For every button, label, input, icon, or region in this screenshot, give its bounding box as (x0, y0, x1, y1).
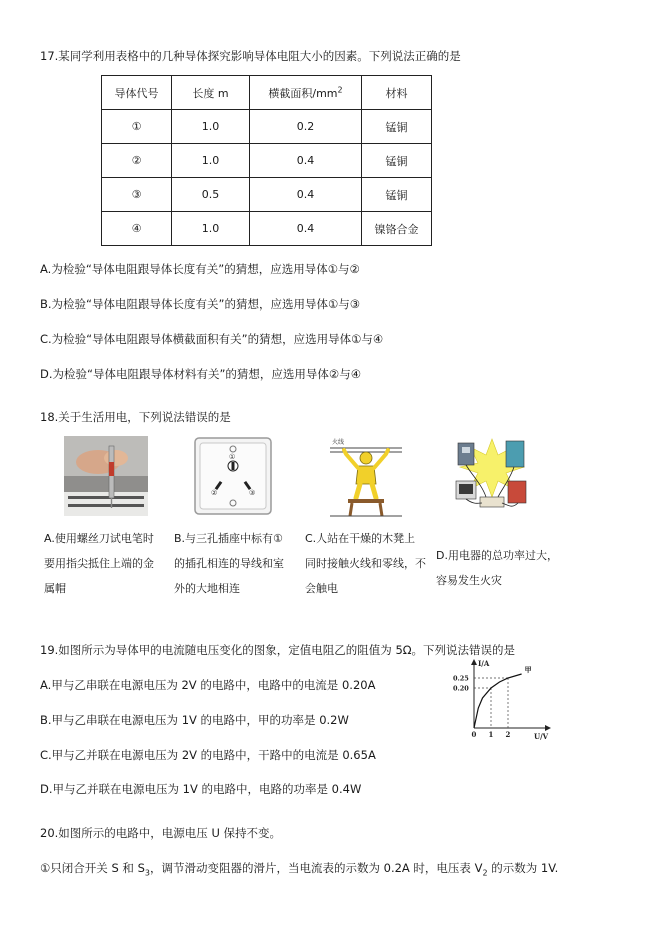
table-header: 导体代号 (102, 76, 172, 110)
q18-caption-d: D.用电器的总功率过大， 容易发生火灾 (436, 549, 558, 587)
table-cell: 0.5 (172, 178, 250, 212)
q18-stem: 18.关于生活用电，下列说法错误的是 (40, 410, 231, 424)
live-wire-label: 火线 (332, 439, 345, 446)
table-cell: 0.4 (250, 212, 362, 246)
q19-option-d: D.甲与乙并联在电源电压为 1V 的电路中，电路的功率是 0.4W (40, 782, 362, 796)
table-cell: 1.0 (172, 144, 250, 178)
table-cell: 锰铜 (362, 178, 432, 212)
table-cell: ② (102, 144, 172, 178)
x-tick-label: 0 (471, 730, 477, 739)
q19-option-a: A.甲与乙串联在电源电压为 2V 的电路中，电路中的电流是 0.20A (40, 678, 376, 692)
series-label: 甲 (524, 666, 532, 674)
test-pen-photo (64, 436, 148, 516)
y-tick-label: 0.20 (453, 684, 469, 693)
q18-caption-c: C.人站在干燥的木凳上 同时接触火线和零线，不 会触电 (305, 532, 426, 595)
table-cell: ③ (102, 178, 172, 212)
table-row (102, 212, 432, 246)
q20-stem: 20.如图所示的电路中，电源电压 U 保持不变。 (40, 826, 282, 840)
q17-option-b: B.为检验“导体电阻跟导体长度有关”的猜想，应选用导体①与③ (40, 297, 361, 311)
q17-stem: 17.某同学利用表格中的几种导体探究影响导体电阻大小的因素。下列说法正确的是 (40, 49, 461, 63)
table-cell: 锰铜 (362, 144, 432, 178)
q17-option-c: C.为检验“导体电阻跟导体横截面积有关”的猜想，应选用导体①与④ (40, 332, 384, 346)
y-axis-label: I/A (478, 659, 490, 668)
table-cell: 0.4 (250, 144, 362, 178)
q19-option-c: C.甲与乙并联在电源电压为 2V 的电路中，干路中的电流是 0.65A (40, 748, 376, 762)
conductor-table (101, 75, 432, 246)
table-cell: 0.2 (250, 110, 362, 144)
table-row (102, 110, 432, 144)
table-cell: 1.0 (172, 212, 250, 246)
q17-option-d: D.为检验“导体电阻跟导体材料有关”的猜想，应选用导体②与④ (40, 367, 362, 381)
table-cell: ④ (102, 212, 172, 246)
table-header-row (102, 76, 432, 110)
q17-option-a: A.为检验“导体电阻跟导体长度有关”的猜想，应选用导体①与② (40, 262, 360, 276)
svg-text:②: ② (211, 489, 218, 497)
table-row (102, 144, 432, 178)
series-line (474, 674, 522, 728)
q19-stem: 19.如图所示为导体甲的电流随电压变化的图象，定值电阻乙的阻值为 5Ω。下列说法错误的是 (40, 643, 516, 657)
table-header: 横截面积$/mm^2$ (250, 76, 362, 110)
table-cell: 锰铜 (362, 110, 432, 144)
y-tick-label: 0.25 (453, 674, 469, 683)
svg-text:①: ① (229, 453, 236, 461)
table-header: 材料 (362, 76, 432, 110)
table-cell: 镍铬合金 (362, 212, 432, 246)
person-on-stool-picture (330, 436, 402, 518)
x-axis-label: U/V (534, 732, 549, 741)
table-cell: 0.4 (250, 178, 362, 212)
q18-caption-b: B.与三孔插座中标有① 的插孔相连的导线和室 外的大地相连 (174, 532, 284, 595)
q19-option-b: B.甲与乙串联在电源电压为 1V 的电路中，甲的功率是 0.2W (40, 713, 349, 727)
table-row (102, 178, 432, 212)
table-cell: 1.0 (172, 110, 250, 144)
iu-graph (452, 656, 556, 742)
q18-caption-a: A.使用螺丝刀试电笔时 要用指尖抵住上端的金 属帽 (44, 532, 154, 595)
three-hole-socket-picture (194, 437, 272, 515)
q20-line-1: ①只闭合开关 S 和 $S_3$，调节滑动变阻器的滑片，当电流表的示数为 0.2A 时，电压表 $V_2$ 的示数为 1V. (40, 861, 559, 878)
table-header: 长度 m (172, 76, 250, 110)
overloaded-appliances-picture (452, 435, 532, 517)
x-tick-label: 2 (505, 730, 511, 739)
x-tick-label: 1 (488, 730, 494, 739)
table-cell: ① (102, 110, 172, 144)
svg-text:③: ③ (249, 489, 256, 497)
